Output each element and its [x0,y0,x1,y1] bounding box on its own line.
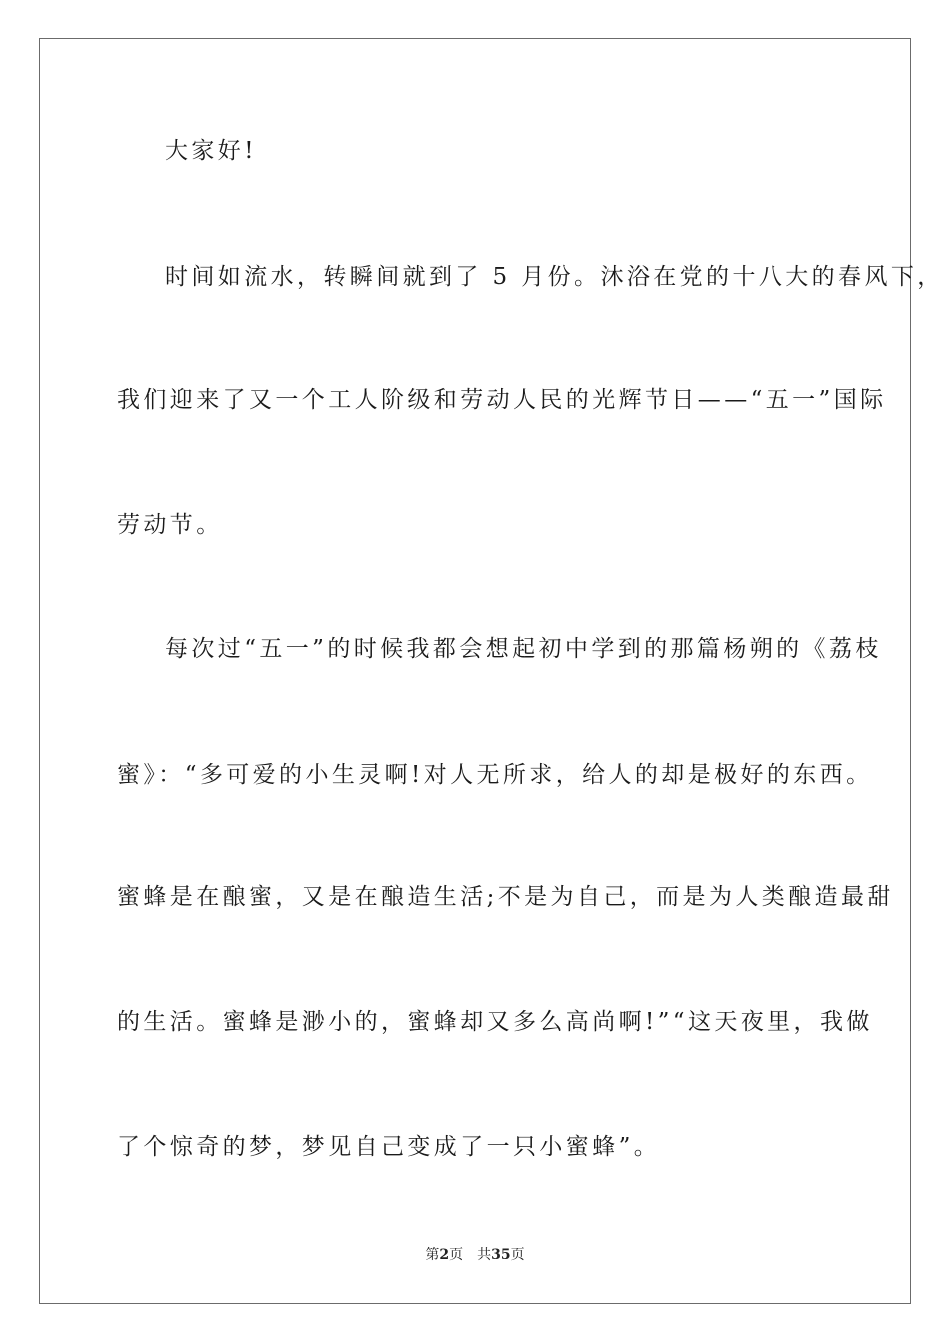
page-prefix: 第 [425,1247,440,1263]
paragraph-line: 时间如流水，转瞬间就到了 5 月份。沐浴在党的十八大的春风下， [165,264,944,290]
paragraph-line: 蜜》：“多可爱的小生灵啊!对人无所求，给人的却是极好的东西。 [117,762,873,788]
page-number: 2 [439,1247,450,1263]
paragraph-line: 劳动节。 [117,512,223,538]
paragraph-line: 的生活。蜜蜂是渺小的，蜜蜂却又多么高尚啊!”“这天夜里，我做 [117,1009,873,1035]
greeting-line: 大家好! [165,138,257,164]
paragraph-line: 我们迎来了又一个工人阶级和劳动人民的光辉节日——“五一”国际 [117,387,887,413]
total-pages: 35 [491,1247,511,1263]
paragraph-line: 了个惊奇的梦，梦见自己变成了一只小蜜蜂”。 [117,1134,661,1160]
page-border [39,38,911,1304]
total-suffix: 页 [510,1247,525,1263]
paragraph-line: 蜜蜂是在酿蜜，又是在酿造生活;不是为自己，而是为人类酿造最甜 [117,884,894,910]
page-suffix: 页 [449,1247,464,1263]
paragraph-line: 每次过“五一”的时候我都会想起初中学到的那篇杨朔的《荔枝 [165,636,882,662]
total-prefix: 共 [477,1247,492,1263]
page-footer [0,1245,950,1265]
